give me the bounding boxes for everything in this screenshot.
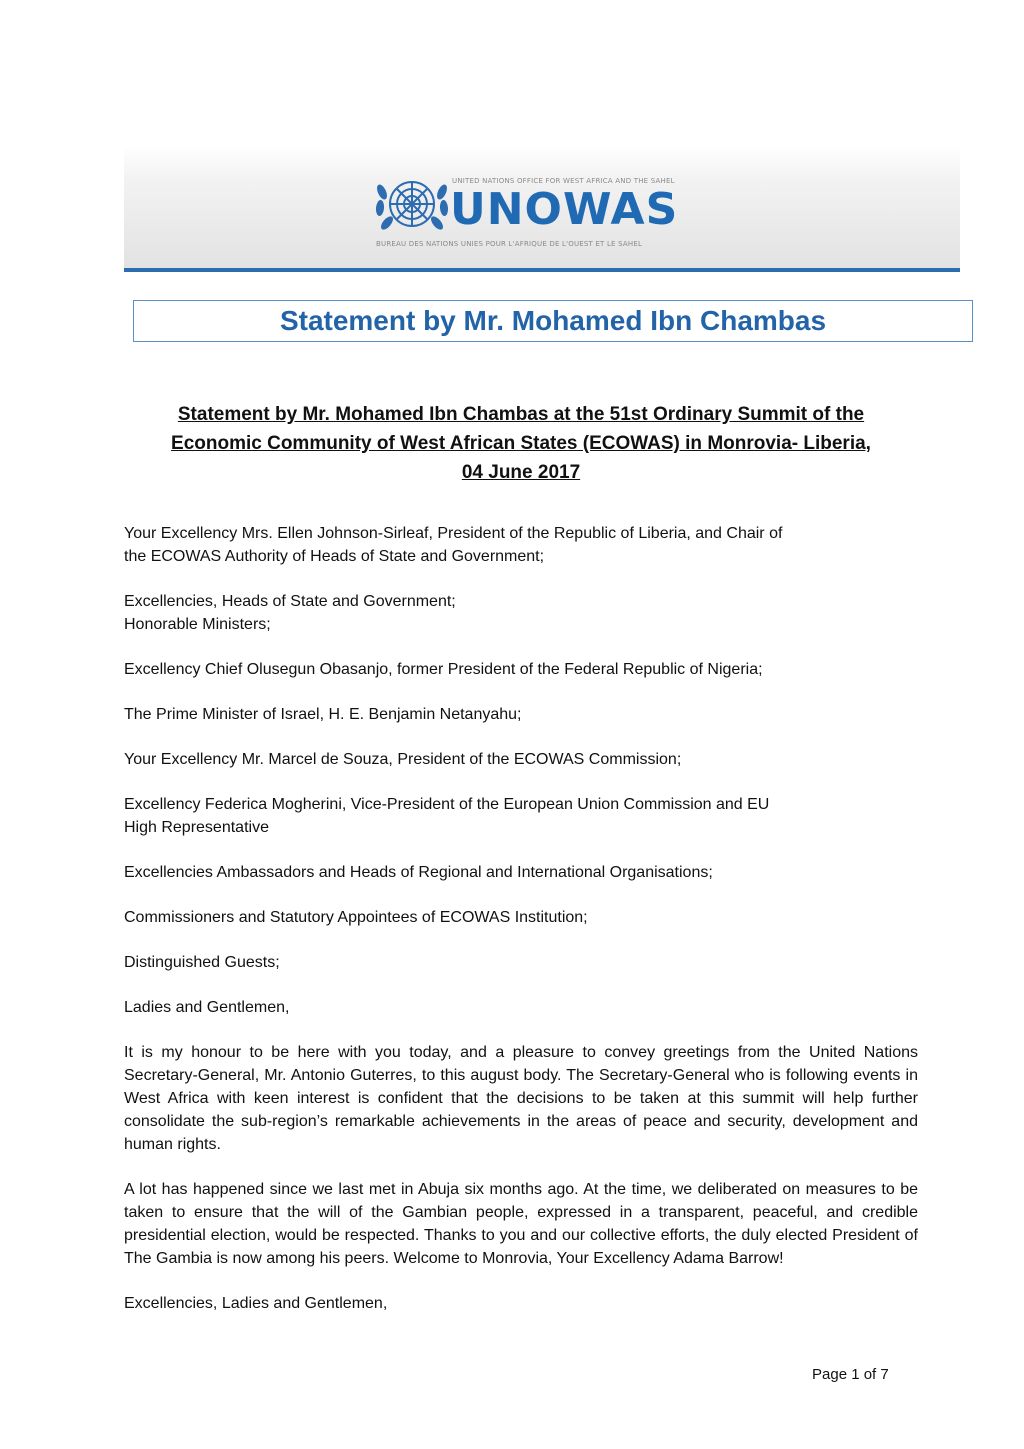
page-number: Page 1 of 7 [812, 1366, 889, 1383]
salutation-ladies-gentlemen: Ladies and Gentlemen, [124, 999, 290, 1016]
org-line-top: UNITED NATIONS OFFICE FOR WEST AFRICA AND THE SAHEL [452, 177, 675, 185]
body-paragraph: A lot has happened since we last met in Abuja six months ago. At the time, we deliberated on measures to be taken to ensure that the will of the Gambian people, expressed in a transparent, peaceful, and credible presidential election, would be respected. Thanks to you and our collective efforts, the duly elected President of The Gambia is now among his peers. Welcome to Monrovia, Your Excellency Adama Barrow! [124, 1181, 918, 1267]
page-title: Statement by Mr. Mohamed Ibn Chambas [279, 305, 827, 336]
heading-line: Statement by Mr. Mohamed Ibn Chambas at the 51st Ordinary Summit of the [177, 404, 865, 425]
salutation-mogherini [124, 793, 918, 839]
salutation-commissioners: Commissioners and Statutory Appointees of ECOWAS Institution; [124, 909, 588, 926]
salutation-obasanjo: Excellency Chief Olusegun Obasanjo, former President of the Federal Republic of Nigeria; [124, 661, 763, 678]
salutation-netanyahu: The Prime Minister of Israel, H. E. Benjamin Netanyahu; [124, 706, 522, 723]
text-line: Excellency Federica Mogherini, Vice-President of the European Union Commission and EU [124, 796, 770, 813]
statement-body [124, 522, 918, 1337]
text-line: the ECOWAS Authority of Heads of State and Government; [124, 548, 545, 565]
text-line: Honorable Ministers; [124, 616, 271, 633]
heading-date: 04 June 2017 [461, 462, 581, 483]
body-paragraph: It is my honour to be here with you today, and a pleasure to convey greetings from the United Nations Secretary-General, Mr. Antonio Guterres, to this august body. The Secretary-General who is following events in West Africa with keen interest is confident that the decisions to be taken at this summit will help further consolidate the sub-region’s remarkable achievements in the areas of peace and security, development and human rights. [124, 1044, 918, 1153]
org-logo-name: UNOWAS [450, 184, 679, 235]
salutation-president-liberia [124, 522, 918, 568]
text-line: High Representative [124, 819, 269, 836]
header-banner [124, 146, 960, 272]
org-line-bottom: BUREAU DES NATIONS UNIES POUR L'AFRIQUE DE L'OUEST ET LE SAHEL [376, 240, 643, 248]
salutation-heads-of-state [124, 590, 918, 636]
salutation-de-souza: Your Excellency Mr. Marcel de Souza, President of the ECOWAS Commission; [124, 751, 682, 768]
text-line: Excellencies, Heads of State and Government; [124, 593, 456, 610]
text-line: Your Excellency Mrs. Ellen Johnson-Sirleaf, President of the Republic of Liberia, and Chair of [124, 525, 783, 542]
salutation-ambassadors: Excellencies Ambassadors and Heads of Regional and International Organisations; [124, 864, 713, 881]
salutation-closing: Excellencies, Ladies and Gentlemen, [124, 1295, 388, 1312]
statement-heading [124, 400, 918, 487]
heading-line: Economic Community of West African States (ECOWAS) in Monrovia- Liberia, [171, 433, 871, 454]
salutation-guests: Distinguished Guests; [124, 954, 280, 971]
title-box [133, 300, 973, 342]
un-emblem-icon [374, 172, 450, 238]
